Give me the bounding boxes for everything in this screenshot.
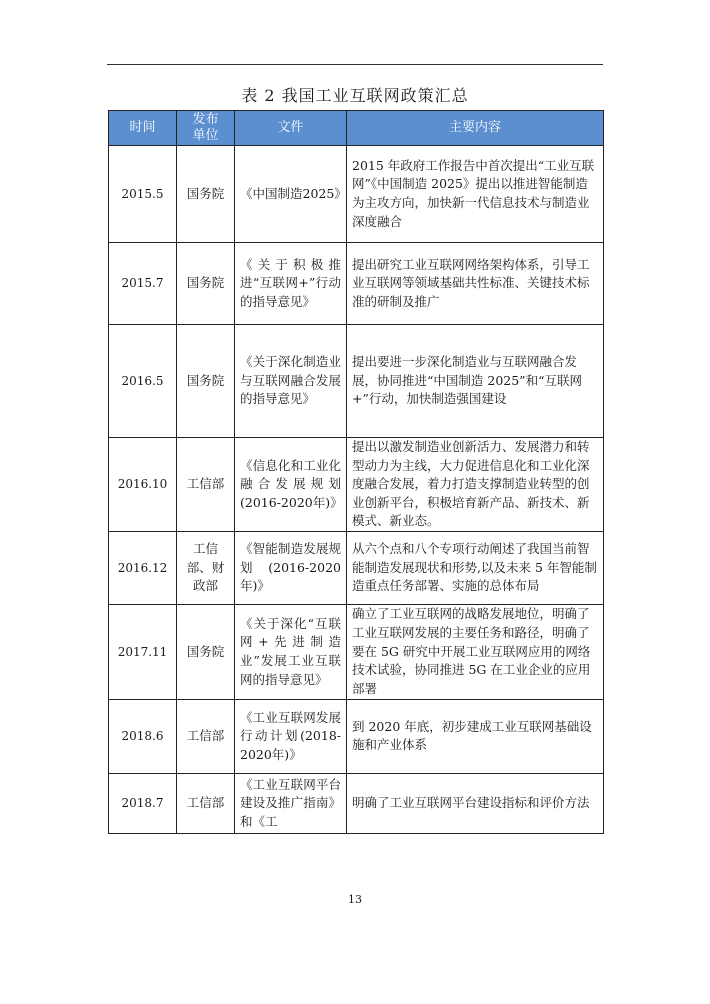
page-number: 13 [348, 893, 362, 906]
row-date: 2017.11 [109, 604, 177, 699]
row-document: 《关于深化制造业与互联网融合发展的指导意见》 [235, 325, 347, 438]
row-org: 国务院 [177, 604, 235, 699]
row-date: 2016.10 [109, 438, 177, 532]
table-row [109, 773, 604, 833]
row-org: 工信部 [177, 438, 235, 532]
row-document: 《工业互联网发展行动计划(2018-2020年)》 [235, 699, 347, 773]
row-content: 明确了工业互联网平台建设指标和评价方法 [347, 773, 604, 833]
column-header-document: 文件 [235, 111, 347, 146]
row-document: 《智能制造发展规划(2016-2020年)》 [235, 531, 347, 604]
row-content: 确立了工业互联网的战略发展地位，明确了工业互联网发展的主要任务和路径，明确了要在 5G 研究中开展工业互联网应用的网络技术试验，协同推进 5G 在工业企业的应用部署 [347, 604, 604, 699]
row-document: 《信息化和工业化融合发展规划(2016-2020年)》 [235, 438, 347, 532]
row-date: 2015.7 [109, 243, 177, 325]
table-row [109, 699, 604, 773]
table-row [109, 531, 604, 604]
column-header-date: 时间 [109, 111, 177, 146]
row-content: 到 2020 年底，初步建成工业互联网基础设施和产业体系 [347, 699, 604, 773]
table-row [109, 604, 604, 699]
row-document: 《中国制造2025》 [235, 146, 347, 243]
row-date: 2018.7 [109, 773, 177, 833]
row-document: 《工业互联网平台建设及推广指南》和《工 [235, 773, 347, 833]
table-row [109, 438, 604, 532]
table-row [109, 243, 604, 325]
row-date: 2015.5 [109, 146, 177, 243]
row-content: 提出以激发制造业创新活力、发展潜力和转型动力为主线，大力促进信息化和工业化深度融合发展，着力打造支撑制造业转型的创业创新平台，积极培育新产品、新技术、新模式、新业态。 [347, 438, 604, 532]
header-rule [107, 64, 603, 65]
row-org: 国务院 [177, 243, 235, 325]
policy-table [108, 110, 604, 834]
row-date: 2018.6 [109, 699, 177, 773]
row-content: 2015 年政府工作报告中首次提出“工业互联网”《中国制造 2025》提出以推进智能制造为主攻方向，加快新一代信息技术与制造业深度融合 [347, 146, 604, 243]
row-org: 国务院 [177, 325, 235, 438]
row-org: 工信部 [177, 699, 235, 773]
row-document: 《关于积极推进“互联网+”行动的指导意见》 [235, 243, 347, 325]
row-org: 工信部、财政部 [177, 531, 235, 604]
row-document: 《关于深化“互联网+先进制造业”发展工业互联网的指导意见》 [235, 604, 347, 699]
row-content: 提出研究工业互联网网络架构体系，引导工业互联网等领域基础共性标准、关键技术标准的研制及推广 [347, 243, 604, 325]
column-header-content: 主要内容 [347, 111, 604, 146]
column-header-org [177, 111, 235, 146]
row-org: 工信部 [177, 773, 235, 833]
row-org: 国务院 [177, 146, 235, 243]
table-row [109, 325, 604, 438]
row-date: 2016.5 [109, 325, 177, 438]
table-header-row [109, 111, 604, 146]
table-row [109, 146, 604, 243]
row-content: 从六个点和八个专项行动阐述了我国当前智能制造发展现状和形势,以及未来 5 年智能制造重点任务部署、实施的总体布局 [347, 531, 604, 604]
column-header-org-label: 发布单位 [192, 112, 219, 143]
row-content: 提出要进一步深化制造业与互联网融合发展，协同推进“中国制造 2025”和“互联网+”行动，加快制造强国建设 [347, 325, 604, 438]
table-caption: 表 2 我国工业互联网政策汇总 [241, 86, 469, 105]
row-date: 2016.12 [109, 531, 177, 604]
